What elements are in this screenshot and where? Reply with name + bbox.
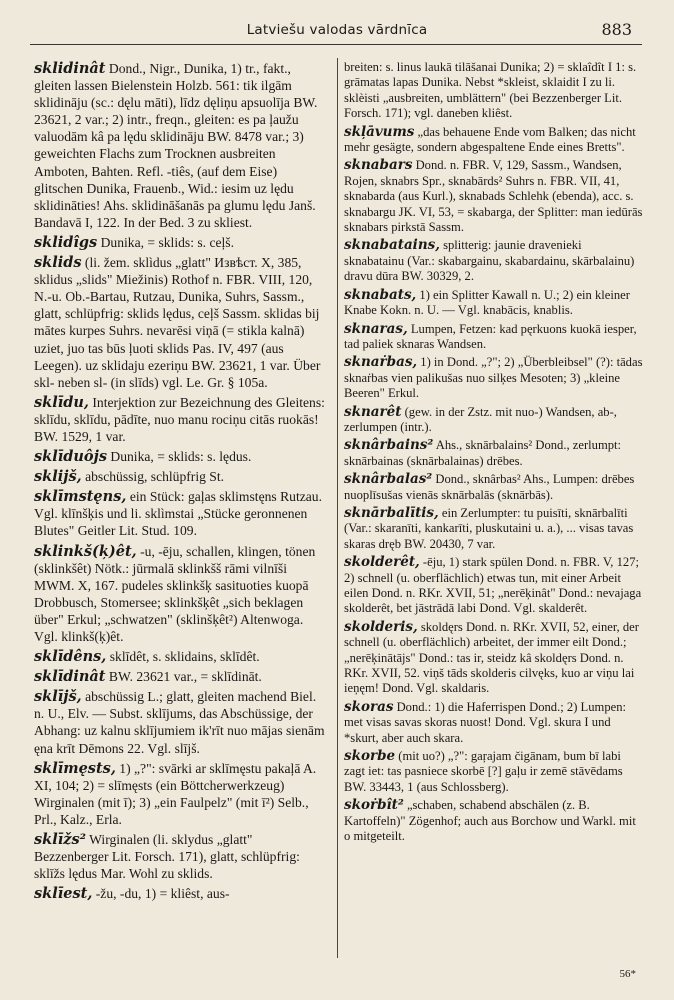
headword: sklīžs² xyxy=(34,831,86,849)
dictionary-entry xyxy=(344,555,644,617)
headword: sklīest, xyxy=(34,885,93,903)
entry-text: „das behauene Ende vom Balken; das nicht mehr gesägte, sondern abgespaltene Ende eines Bretts". xyxy=(344,124,636,155)
headword: skļāvums xyxy=(344,123,415,140)
headword: skoras xyxy=(344,698,394,715)
entry-text: Wirginalen (li. sklydus „glatt" Bezzenberger Lit. Forsch. 171), glatt, schlüpfrig: sklīžs lędus Mar. Wohl zu sklids. xyxy=(34,832,300,882)
dictionary-entry xyxy=(344,700,644,746)
entry-text: 1) in Dond. „?"; 2) „Überbleibsel" (?): tādas sknaṙbas vien palikušas nuo silķes Mesoten; 3) „kleine Beeren" Erkul. xyxy=(344,355,643,401)
entry-text: Dond. n. FBR. V, 129, Sassm., Wandsen, Rojen, sknabrs Spr., sknabārds² Suhrs n. FBR. VII, 41, sknabarda (aus Kurl.), sknabads Schlehk (ebenda), acc. s. sknabargu JK. VI, 53, = skabarga, der Splitter: man iedūrās sknabars pirkstā Sassm. xyxy=(344,158,643,235)
headword: sknabatains, xyxy=(344,237,440,254)
dictionary-entry xyxy=(344,125,644,156)
headword: sknârbains² xyxy=(344,437,434,454)
dictionary-entry xyxy=(34,668,328,685)
dictionary-entry xyxy=(344,438,644,469)
dictionary-entry xyxy=(34,448,328,465)
entry-text: (gew. in der Zstz. mit nuo-) Wandsen, ab-, zerlumpen (intr.). xyxy=(344,404,617,434)
dictionary-entry xyxy=(344,355,644,401)
headword: sklidîgs xyxy=(34,233,98,251)
left-column xyxy=(34,60,328,905)
headword: sklīmstęns, xyxy=(34,488,127,506)
dictionary-entry xyxy=(344,238,644,284)
entry-text: (mit uo?) „?": gaŗajam čigānam, bum bī labi zagt iet: tas pasniece skorbē [?] gaļu ir zemē stāvēdams BW. 33443, 1 (aus Schlossberg). xyxy=(344,749,623,794)
headword: sknarêt xyxy=(344,403,402,420)
headword: sklīdinât xyxy=(34,668,106,686)
entry-text: abschüssig, schlüpfrig St. xyxy=(81,469,225,485)
column-divider xyxy=(337,58,338,958)
headword: sklids xyxy=(34,254,82,272)
entry-text: -u, -ēju, schallen, klingen, tönen (sklinkšêt) Nötk.: jūrmalā sklinkšš rāmi vilnīši MWM. X, 167. pudeles sklinkšķ sasituoties kuopā Drobbusch, Stomersee; sklinkšķêt „sich beklagen über" Erkul; „schwatzen" (sklinšķêt²) Altenwoga. Vgl. klinkš(ķ)êt. xyxy=(34,543,316,644)
dictionary-entry xyxy=(34,688,328,756)
dictionary-entry xyxy=(344,798,644,844)
entry-text: Ahs., sknārbalains² Dond., zerlumpt: sknārbainas (sknārbalainas) drēbes. xyxy=(344,438,622,468)
headword: skoṙbît² xyxy=(344,797,404,814)
entry-text: Lumpen, Fetzen: kad pęrkuons kuokā iesper, tad paliek sknaras Wandsen. xyxy=(344,321,637,351)
dictionary-entry xyxy=(344,472,644,503)
dictionary-entry xyxy=(34,468,328,485)
entry-text: breiten: s. linus laukā tilāšanai Dunika; 2) = sklaîdît I 1: s. grāmatas lapas Dunika. Nebst *skleist, sklaidit I zu li. sklèisti „ausbreiten, umblättern" (bei Bezzenberger Lit. Forsch. 171); vgl. daneben kliêst. xyxy=(344,60,637,121)
entry-text: abschüssig L.; glatt, gleiten machend Biel. n. U., Elv. — Subst. sklījums, das Abschüssige, der Abhang: uz kalnu sklījumiem ik'rīt nuo mājas sienām ęna krīt Dēmons 22. Vgl. slījš. xyxy=(34,689,325,756)
dictionary-entry xyxy=(344,322,644,353)
dictionary-entry xyxy=(34,488,328,539)
right-column xyxy=(344,60,644,848)
page-number: 883 xyxy=(601,20,632,39)
dictionary-entry xyxy=(344,749,644,795)
dictionary-entry xyxy=(34,60,328,231)
headword: sklījš, xyxy=(34,688,82,706)
dictionary-entry xyxy=(344,158,644,235)
headword: sklinkš(ķ)êt, xyxy=(34,542,137,560)
entry-text: 1) ein Splitter Kawall n. U.; 2) ein kleiner Knabe Kokn. n. U. — Vgl. knabācis, knablis. xyxy=(344,287,630,318)
entry-text: „schaben, schabend abschälen (z. B. Kartoffeln)" Zögenhof; auch aus Borchow und Warkl. mit o mitgeteilt. xyxy=(344,798,636,844)
headword: sklīdêns, xyxy=(34,648,107,666)
dictionary-entry xyxy=(34,254,328,391)
dictionary-entry xyxy=(34,760,328,828)
entry-text: Dond., sknârbas² Ahs., Lumpen: drēbes nuoplīsušas vienās sknārbalās (sknārbās). xyxy=(344,472,635,502)
running-header-title: Latviešu valodas vārdnīca xyxy=(246,22,428,38)
dictionary-entry xyxy=(34,234,328,251)
headword: skolderêt, xyxy=(344,554,420,571)
dictionary-entry xyxy=(34,394,328,445)
entry-text: Dond., Nigr., Dunika, 1) tr., fakt., gleiten lassen Bielenstein Holzb. 561: tik ilgām sklidināju (sc.: dęlu māti), līdz dęliņu apsuolīja BW. 23621, 2 var.; 2) intr., freqn., gleiten: es pa ļaužu valuodām kâ pa lędu sklidināju BW. 8478 var.; 3) geweichten Flachs zum Trocknen ausbreiten Amboten, Bahten. Refl. -tiês, (auf dem Eise) glitschen Dunika, Frauenb., Wid.: iesim uz lędu sklidināties! Ahs. sklidināšanās pa glumu lędu Janš. Bandavā I, 122. In der Bed. 3 zu skliest. xyxy=(34,61,318,230)
entry-text: ein Stück: gaļas sklimstęns Rutzau. Vgl. klīnšķis und li. sklìmstai „Stücke geronnenen Blutes" Geitler Lit. Stud. 109. xyxy=(34,489,322,539)
headword: sklijš, xyxy=(34,468,82,486)
dictionary-entry xyxy=(344,620,644,697)
dictionary-entry-continuation xyxy=(344,60,644,122)
headword: sknaṙbas, xyxy=(344,354,418,371)
headword: sknabars xyxy=(344,157,413,174)
dictionary-entry xyxy=(344,405,644,436)
dictionary-entry xyxy=(34,543,328,646)
entry-text: 1) „?": svārki ar sklīmęstu pakaļā A. XI, 104; 2) = slīmęsts (ein Böttcherwerkzeug) Wirginalen (mit ī); 3) „ein Faulpelz" (mit ī²) Selb., Prl., Kalz., Erla. xyxy=(34,760,317,827)
header-rule xyxy=(30,44,642,45)
entry-text: ein Zerlumpter: tu puisīti, sknārbalīti (Var.: skaranīti, kankarīti, pluskutaini u. a.), ... visas tavas skaras dręb BW. 20430, 7 var. xyxy=(344,505,634,551)
headword: skolderis, xyxy=(344,618,418,635)
dictionary-entry xyxy=(34,885,328,902)
headword: sklidinât xyxy=(34,60,106,77)
headword: sknārbalītis, xyxy=(344,504,439,521)
headword: skorbe xyxy=(344,748,396,765)
dictionary-entry xyxy=(344,506,644,552)
dictionary-entry xyxy=(344,288,644,319)
entry-text: sklīdêt, s. sklidains, sklīdêt. xyxy=(106,649,260,665)
headword: sknârbalas² xyxy=(344,471,433,488)
printer-signature: 56* xyxy=(619,968,636,980)
headword: sknabats, xyxy=(344,286,417,303)
entry-text: splitterig: jaunie dravenieki sknabatainu (Var.: skabargainu, skabardainu, skārbalainu) dravu dūra BW. 30329, 2. xyxy=(344,238,635,284)
entry-text: BW. 23621 var., = sklīdināt. xyxy=(105,669,262,685)
headword: sknaras, xyxy=(344,320,408,337)
entry-text: -žu, -du, 1) = kliêst, aus- xyxy=(92,886,230,902)
entry-text: (li. žem. sklìdus „glatt" Извѣст. X, 385, sklidus „slids" Miežinis) Rothof n. FBR. VIII, 120, N.-u. Ob.-Bartau, Rutzau, Dunika, Suhrs, Sassm., glatt, schlüpfrig: sklids lędus, ceļš Sassm. sklidas bij mātes kurpes Suhrs. nevarēsi viņā (= stikla kalnā) uziet, juo tas būs ļuoti sklids Pas. IV, 497 (aus Leegen). uz sklidaju ezeriņu BW. 23621, 1 var. Über skl- neben sl- (in slīds) vgl. Le. Gr. § 105a. xyxy=(34,255,321,390)
headword: sklīdu, xyxy=(34,393,89,411)
entry-text: Interjektion zur Bezeichnung des Gleitens: sklīdu, sklīdu, pādīte, nuo manu rociņu citās ruokās! BW. 1529, 1 var. xyxy=(34,394,325,444)
headword: sklīmęsts, xyxy=(34,759,116,777)
entry-text: Dunika, = sklids: s. lędus. xyxy=(107,449,252,465)
headword: sklīduôjs xyxy=(34,448,107,466)
entry-text: skoldęrs Dond. n. RKr. XVII, 52, einer, der schnell (u. oberflächlich) arbeitet, der immer eilt Dond.; „nerēķinātājs" Dond.: tas ir, steidz kâ skoldęrs Dond. n. RKr. XVII, 52. viņš tāds skolderis cilvęks, kuo ar viņu lai ieņęm! Dond. Vgl. skaldaris. xyxy=(344,619,639,696)
entry-text: Dunika, = sklids: s. ceļš. xyxy=(97,234,234,250)
entry-text: -ēju, 1) stark spülen Dond. n. FBR. V, 127; 2) schnell (u. oberflächlich) etwas tun, mit einer Arbeit eilen Dond. n. RKr. XVII, 51; „nerēķinât" Dond.: nevajaga skolderêt, bet jāstrādā labi Dond. Vgl. skalderêt. xyxy=(344,555,642,616)
entry-text: Dond.: 1) die Haferrispen Dond.; 2) Lumpen: met visas savas skoras nuost! Dond. Vgl. skura I und *skurt, aber auch skara. xyxy=(344,699,627,745)
dictionary-entry xyxy=(34,831,328,882)
dictionary-entry xyxy=(34,648,328,665)
